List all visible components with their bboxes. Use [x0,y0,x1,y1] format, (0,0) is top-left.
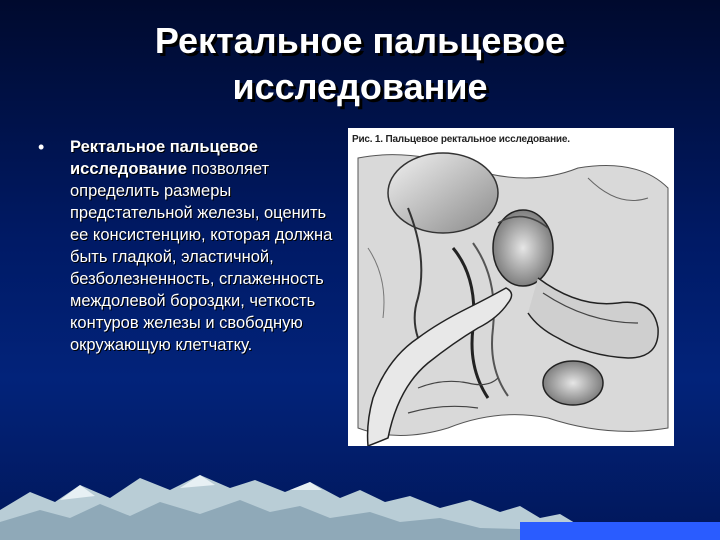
bullet-list [38,136,338,356]
bullet-description: позволяет определить размеры предстательной железы, оценить ее консистенцию, которая должна быть гладкой, эластичной, безболезненность, сглаженность междолевой бороздки, четкость контуров железы и свободную окружающую клетчатку. [70,160,333,354]
bullet-icon: • [38,137,45,157]
mountain-decoration [0,430,720,540]
bladder-shape [388,153,498,233]
figure-caption: Рис. 1. Пальцевое ректальное исследование. [352,134,570,145]
testis-shape [543,361,603,405]
bullet-bold-term: Ректальное пальцевое исследование [70,138,258,178]
slide-title: Ректальное пальцевое исследование [154,20,566,107]
anatomical-illustration [348,128,674,446]
bullet-paragraph [70,136,338,356]
illustration-drawing [348,128,674,446]
